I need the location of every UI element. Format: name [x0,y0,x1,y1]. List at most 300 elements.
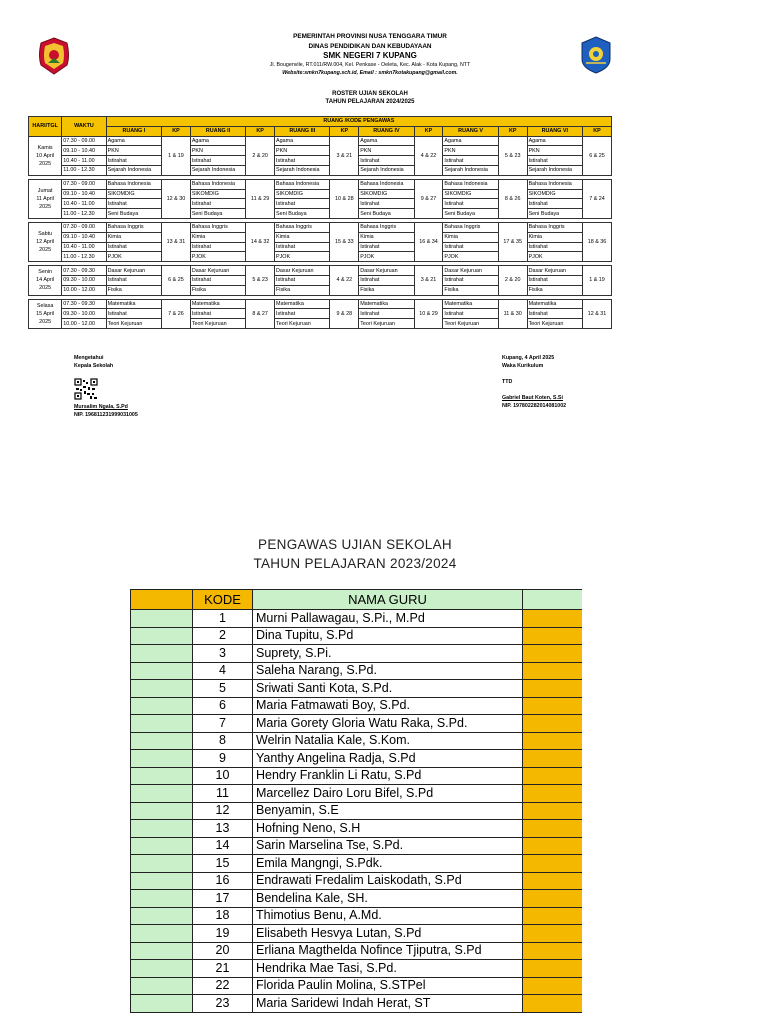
kp-cell: 5 & 23 [246,266,275,295]
kode-cell: 15 [193,855,253,873]
blank-cell [131,785,193,803]
kp-cell: 6 & 25 [583,136,612,175]
kp-header: KP [414,126,443,136]
table-row [131,820,582,838]
subject-cell: Agama [443,136,498,146]
nama-column-header: NAMA GURU [253,590,523,610]
kp-cell: 9 & 27 [414,179,443,218]
table-row [131,960,582,978]
kp-cell: 16 & 34 [414,222,443,261]
kp-cell: 11 & 29 [246,179,275,218]
subject-cell: PKN [443,146,498,156]
blank-cell [131,715,193,733]
nama-cell: Murni Pallawagau, S.Pi., M.Pd [253,610,523,628]
kp-header: KP [162,126,191,136]
time-column-header: WAKTU [62,117,106,137]
kp-cell: 15 & 33 [330,222,359,261]
schedule-row [29,222,612,232]
subject-cell: PKN [106,146,161,156]
nama-cell: Sriwati Santi Kota, S.Pd. [253,680,523,698]
kp-cell: 12 & 31 [583,299,612,328]
table-row [131,855,582,873]
kp-cell: 3 & 21 [414,266,443,295]
exam-schedule-table [28,116,612,329]
kode-cell: 13 [193,820,253,838]
blank-cell [131,855,193,873]
blank-cell [131,837,193,855]
subject-cell: Fisika [443,285,498,295]
subject-cell: Istirahat [106,156,161,166]
subject-cell: SIKOMDIG [527,189,582,199]
subject-cell: Istirahat [190,156,245,166]
subject-cell: Matematika [443,299,498,309]
time-cell: 09.10 - 10.40 [62,232,106,242]
subject-cell: Istirahat [275,199,330,209]
header-department: DINAS PENDIDIKAN DAN KEBUDAYAAN [308,43,432,50]
pengawas-table [130,589,582,1013]
subject-cell: PJOK [190,252,245,262]
table-row [131,837,582,855]
subject-cell: Bahasa Indonesia [527,179,582,189]
side-cell [523,697,582,715]
principal-title: Kepala Sekolah [74,363,114,369]
side-cell [523,820,582,838]
blank-cell [131,767,193,785]
blank-cell [131,750,193,768]
subject-cell: Bahasa Indonesia [275,179,330,189]
blank-cell [131,960,193,978]
subject-cell: Sejarah Indonesia [190,165,245,175]
blank-cell [131,732,193,750]
subject-cell: Seni Budaya [106,209,161,219]
subject-cell: Agama [106,136,161,146]
blank-cell [131,890,193,908]
kode-cell: 10 [193,767,253,785]
table-row [131,767,582,785]
side-cell [523,907,582,925]
day-date: 11 April 2025 [36,195,54,210]
nama-cell: Dina Tupitu, S.Pd [253,627,523,645]
nama-cell: Emila Mangngi, S.Pdk. [253,855,523,873]
header-province: PEMERINTAH PROVINSI NUSA TENGGARA TIMUR [293,33,447,40]
table-row [131,627,582,645]
nama-cell: Erliana Magthelda Nofince Tjiputra, S.Pd [253,942,523,960]
time-cell: 11.00 - 12.30 [62,209,106,219]
pengawas-title: PENGAWAS UJIAN SEKOLAH [258,537,452,552]
subject-cell: Sejarah Indonesia [275,165,330,175]
subject-cell: Teori Kejuruan [359,319,414,329]
nama-cell: Benyamin, S.E [253,802,523,820]
subject-cell: SIKOMDIG [359,189,414,199]
day-date: 15 April 2025 [36,310,55,325]
time-cell: 07.30 - 09.00 [62,136,106,146]
kp-cell: 4 & 22 [330,266,359,295]
room-header: RUANG IV [359,126,414,136]
kode-cell: 12 [193,802,253,820]
subject-cell: Sejarah Indonesia [527,165,582,175]
subject-cell: Istirahat [443,199,498,209]
time-cell: 10.40 - 11.00 [62,242,106,252]
subject-cell: PJOK [443,252,498,262]
subject-cell: Matematika [275,299,330,309]
qr-code-icon [74,378,98,400]
table-row [131,977,582,995]
kode-cell: 4 [193,662,253,680]
subject-cell: Sejarah Indonesia [106,165,161,175]
kode-cell: 3 [193,645,253,663]
time-cell: 11.00 - 12.30 [62,165,106,175]
kp-cell: 3 & 21 [330,136,359,175]
subject-cell: Istirahat [527,309,582,319]
nama-cell: Saleha Narang, S.Pd. [253,662,523,680]
subject-cell: Bahasa Inggris [106,222,161,232]
kp-cell: 7 & 26 [162,299,191,328]
day-name: Selasa [36,302,54,309]
subject-cell: Seni Budaya [359,209,414,219]
nama-cell: Elisabeth Hesvya Lutan, S.Pd [253,925,523,943]
side-cell [523,855,582,873]
nama-cell: Suprety, S.Pi. [253,645,523,663]
subject-cell: Teori Kejuruan [443,319,498,329]
blank-cell [131,627,193,645]
subject-cell: SIKOMDIG [275,189,330,199]
kp-cell: 2 & 20 [246,136,275,175]
subject-cell: Istirahat [275,275,330,285]
subject-cell: PKN [359,146,414,156]
kode-column-header: KODE [193,590,253,610]
nama-cell: Sarin Marselina Tse, S.Pd. [253,837,523,855]
room-header: RUANG I [106,126,161,136]
day-name: Sabtu [38,231,53,238]
side-cell [523,662,582,680]
kode-cell: 14 [193,837,253,855]
kode-cell: 16 [193,872,253,890]
nama-cell: Florida Paulin Molina, S.STPel [253,977,523,995]
table-row [131,680,582,698]
kode-cell: 20 [193,942,253,960]
subject-cell: SIKOMDIG [443,189,498,199]
table-row [131,662,582,680]
side-cell [523,890,582,908]
side-cell [523,977,582,995]
kp-cell: 13 & 31 [162,222,191,261]
header-blank-cell [131,590,193,610]
subject-cell: PKN [275,146,330,156]
kp-cell: 1 & 19 [583,266,612,295]
subject-cell: Istirahat [190,275,245,285]
day-name: Jumat [37,187,53,194]
side-cell [523,627,582,645]
subject-cell: Agama [359,136,414,146]
subject-cell: Dasar Kejuruan [443,266,498,276]
table-row [131,890,582,908]
subject-cell: Sejarah Indonesia [359,165,414,175]
kode-cell: 17 [193,890,253,908]
blank-cell [131,942,193,960]
room-header: RUANG VI [527,126,582,136]
subject-cell: Bahasa Indonesia [106,179,161,189]
subject-cell: Dasar Kejuruan [275,266,330,276]
subject-cell: Fisika [275,285,330,295]
day-cell [29,179,62,218]
time-cell: 09.10 - 10.40 [62,189,106,199]
subject-cell: Istirahat [190,242,245,252]
time-cell: 09.30 - 10.00 [62,275,106,285]
subject-cell: PKN [527,146,582,156]
subject-cell: Istirahat [106,199,161,209]
time-cell: 10.00 - 12.00 [62,285,106,295]
time-cell: 10.00 - 12.00 [62,319,106,329]
kode-cell: 11 [193,785,253,803]
subject-cell: Istirahat [527,156,582,166]
day-cell [29,136,62,175]
kp-cell: 2 & 20 [498,266,527,295]
nama-cell: Maria Saridewi Indah Herat, ST [253,995,523,1013]
header-address: Jl. Bougenvile, RT.011/RW.004, Kel. Penkase - Oeleta, Kec. Alak - Kota Kupang, NTT [269,62,471,68]
day-cell [29,266,62,295]
table-row [131,785,582,803]
side-cell [523,802,582,820]
pengawas-year: TAHUN PELAJARAN 2023/2024 [253,556,457,571]
blank-cell [131,697,193,715]
curriculum-nip: NIP. 197802282014081002 [502,403,567,409]
subject-cell: Teori Kejuruan [190,319,245,329]
schedule-row [29,299,612,309]
nama-cell: Marcellez Dairo Loru Bifel, S.Pd [253,785,523,803]
subject-cell: Istirahat [190,309,245,319]
nama-cell: Maria Fatmawati Boy, S.Pd. [253,697,523,715]
nama-cell: Hendry Franklin Li Ratu, S.Pd [253,767,523,785]
subject-cell: Kimia [275,232,330,242]
table-row [131,732,582,750]
time-cell: 09.30 - 10.00 [62,309,106,319]
blank-cell [131,820,193,838]
subject-cell: Fisika [359,285,414,295]
blank-cell [131,610,193,628]
subject-cell: Kimia [527,232,582,242]
kode-cell: 18 [193,907,253,925]
table-row [131,907,582,925]
blank-cell [131,995,193,1013]
table-row [131,802,582,820]
subject-cell: Istirahat [106,275,161,285]
subject-cell: Istirahat [443,309,498,319]
subject-cell: Istirahat [443,156,498,166]
table-row [131,645,582,663]
subject-cell: Istirahat [275,309,330,319]
kode-cell: 8 [193,732,253,750]
kp-cell: 14 & 32 [246,222,275,261]
blank-cell [131,907,193,925]
subject-cell: Istirahat [359,242,414,252]
subject-cell: Agama [275,136,330,146]
subject-cell: Bahasa Inggris [359,222,414,232]
kode-cell: 9 [193,750,253,768]
principal-name: Mursalim Ngala, S.Pd [74,404,128,410]
subject-cell: Seni Budaya [527,209,582,219]
subject-cell: SIKOMDIG [190,189,245,199]
subject-cell: Teori Kejuruan [106,319,161,329]
subject-cell: PJOK [527,252,582,262]
side-cell [523,872,582,890]
kp-cell: 9 & 28 [330,299,359,328]
blank-cell [131,977,193,995]
curriculum-signature-block [502,354,566,410]
subject-cell: Seni Budaya [190,209,245,219]
nama-cell: Endrawati Fredalim Laiskodath, S.Pd [253,872,523,890]
document-title: ROSTER UJIAN SEKOLAH [332,91,408,97]
ttd-label: TTD [502,379,513,385]
time-cell: 07.30 - 09.30 [62,266,106,276]
time-cell: 10.40 - 11.00 [62,199,106,209]
nama-cell: Hofning Neno, S.H [253,820,523,838]
room-group-header: RUANG /KODE PENGAWAS [106,117,611,127]
nama-cell: Thimotius Benu, A.Md. [253,907,523,925]
kp-header: KP [246,126,275,136]
kode-cell: 6 [193,697,253,715]
subject-cell: Istirahat [527,242,582,252]
header-contact: Website:smkn7kupang.sch.id, Email : smkn7kotakupang@gmail.com. [282,70,458,76]
nama-cell: Yanthy Angelina Radja, S.Pd [253,750,523,768]
subject-cell: Istirahat [106,309,161,319]
subject-cell: Dasar Kejuruan [359,266,414,276]
header-school-name: SMK NEGERI 7 KUPANG [323,51,417,60]
time-cell: 07.30 - 09.00 [62,179,106,189]
table-row [131,925,582,943]
table-row [131,715,582,733]
subject-cell: Istirahat [527,199,582,209]
subject-cell: Istirahat [359,275,414,285]
subject-cell: Teori Kejuruan [527,319,582,329]
subject-cell: Istirahat [275,156,330,166]
subject-cell: Istirahat [359,199,414,209]
subject-cell: Istirahat [359,156,414,166]
blank-cell [131,872,193,890]
time-cell: 07.30 - 09.30 [62,299,106,309]
side-cell [523,785,582,803]
nama-cell: Bendelina Kale, SH. [253,890,523,908]
kp-cell: 11 & 30 [498,299,527,328]
kp-cell: 8 & 27 [246,299,275,328]
subject-cell: Kimia [443,232,498,242]
day-cell [29,299,62,328]
kp-header: KP [583,126,612,136]
subject-cell: Fisika [106,285,161,295]
subject-cell: Sejarah Indonesia [443,165,498,175]
schedule-row [29,136,612,146]
kp-cell: 6 & 25 [162,266,191,295]
subject-cell: Istirahat [275,242,330,252]
subject-cell: Kimia [106,232,161,242]
subject-cell: Istirahat [106,242,161,252]
subject-cell: Bahasa Indonesia [190,179,245,189]
kode-cell: 7 [193,715,253,733]
header-side-cell [523,590,582,610]
side-cell [523,995,582,1013]
subject-cell: PJOK [359,252,414,262]
subject-cell: Seni Budaya [275,209,330,219]
subject-cell: SIKOMDIG [106,189,161,199]
subject-cell: Fisika [527,285,582,295]
nama-cell: Welrin Natalia Kale, S.Kom. [253,732,523,750]
time-cell: 09.10 - 10.40 [62,146,106,156]
subject-cell: Matematika [106,299,161,309]
blank-cell [131,662,193,680]
subject-cell: Kimia [190,232,245,242]
day-name: Senin [38,269,53,276]
side-cell [523,942,582,960]
subject-cell: Bahasa Indonesia [443,179,498,189]
table-row [131,750,582,768]
day-cell [29,222,62,261]
document-year: TAHUN PELAJARAN 2024/2025 [325,99,415,105]
room-header: RUANG III [275,126,330,136]
day-date: 12 April 2025 [36,239,55,254]
curriculum-name: Gabriel Baut Koten, S.Si [502,395,563,401]
acknowledged-label: Mengetahui [74,355,104,361]
day-date: 10 April 2025 [36,152,55,167]
subject-cell: Agama [190,136,245,146]
side-cell [523,960,582,978]
subject-cell: Bahasa Indonesia [359,179,414,189]
kp-cell: 10 & 29 [414,299,443,328]
kp-cell: 1 & 19 [162,136,191,175]
province-emblem-icon [34,36,74,76]
kp-header: KP [498,126,527,136]
subject-cell: Matematika [359,299,414,309]
schedule-row [29,179,612,189]
subject-cell: Fisika [190,285,245,295]
subject-cell: Istirahat [190,199,245,209]
room-header: RUANG V [443,126,498,136]
side-cell [523,680,582,698]
side-cell [523,925,582,943]
time-cell: 11.00 - 12.30 [62,252,106,262]
blank-cell [131,925,193,943]
subject-cell: Agama [527,136,582,146]
day-date: 14 April 2025 [36,277,55,292]
subject-cell: Bahasa Inggris [527,222,582,232]
subject-cell: Istirahat [443,275,498,285]
subject-cell: PKN [190,146,245,156]
kp-cell: 8 & 26 [498,179,527,218]
side-cell [523,837,582,855]
kode-cell: 21 [193,960,253,978]
kode-cell: 22 [193,977,253,995]
kode-cell: 5 [193,680,253,698]
subject-cell: Bahasa Inggris [190,222,245,232]
nama-cell: Hendrika Mae Tasi, S.Pd. [253,960,523,978]
kp-cell: 7 & 24 [583,179,612,218]
subject-cell: Kimia [359,232,414,242]
table-row [131,697,582,715]
room-header: RUANG II [190,126,245,136]
kp-cell: 18 & 36 [583,222,612,261]
kp-cell: 5 & 23 [498,136,527,175]
kp-cell: 12 & 30 [162,179,191,218]
table-row [131,942,582,960]
table-row [131,995,582,1013]
side-cell [523,767,582,785]
curriculum-title: Waka Kurikulum [502,363,544,369]
signature-date: Kupang, 4 April 2025 [502,355,555,361]
subject-cell: Dasar Kejuruan [527,266,582,276]
table-row [131,872,582,890]
time-cell: 10.40 - 11.00 [62,156,106,166]
principal-nip: NIP. 196811231999031005 [74,412,138,418]
subject-cell: Bahasa Inggris [275,222,330,232]
kode-cell: 2 [193,627,253,645]
